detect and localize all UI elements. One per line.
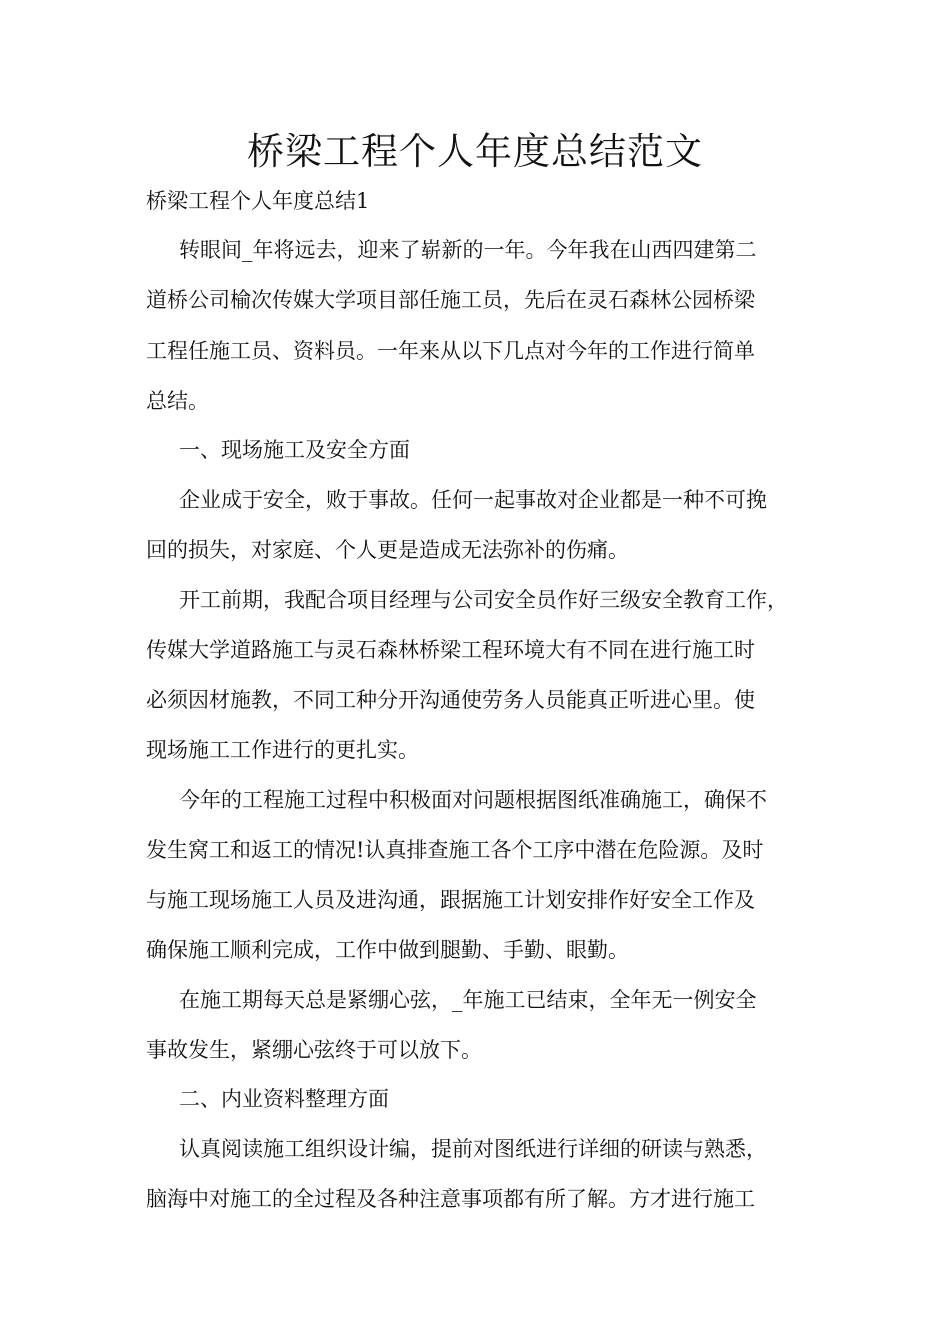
paragraph-line: 开工前期，我配合项目经理与公司安全员作好三级安全教育工作，: [179, 588, 788, 612]
paragraph-line: 传媒大学道路施工与灵石森林桥梁工程环境大有不同在进行施工时: [146, 638, 755, 662]
paragraph-line: 脑海中对施工的全过程及各种注意事项都有所了解。方才进行施工: [146, 1187, 755, 1211]
document-subtitle: 桥梁工程个人年度总结1: [146, 189, 370, 213]
paragraph-line: 在施工期每天总是紧绷心弦，_年施工已结束，全年无一例安全: [179, 988, 757, 1012]
paragraph-line: 事故发生，紧绷心弦终于可以放下。: [146, 1038, 482, 1062]
paragraph-line: 道桥公司榆次传媒大学项目部任施工员，先后在灵石森林公园桥梁: [146, 288, 755, 312]
document-title: 桥梁工程个人年度总结范文: [247, 130, 703, 173]
section-heading: 一、现场施工及安全方面: [179, 438, 410, 462]
paragraph-line: 认真阅读施工组织设计编，提前对图纸进行详细的研读与熟悉，: [179, 1137, 767, 1161]
paragraph-line: 转眼间_年将远去，迎来了崭新的一年。今年我在山西四建第二: [179, 238, 757, 262]
section-heading: 二、内业资料整理方面: [179, 1087, 389, 1111]
paragraph-line: 回的损失，对家庭、个人更是造成无法弥补的伤痛。: [146, 538, 629, 562]
paragraph-line: 确保施工顺利完成，工作中做到腿勤、手勤、眼勤。: [146, 938, 629, 962]
paragraph-line: 发生窝工和返工的情况!认真排查施工各个工序中潜在危险源。及时: [146, 838, 764, 862]
paragraph-line: 工程任施工员、资料员。一年来从以下几点对今年的工作进行简单: [146, 339, 755, 363]
paragraph-line: 总结。: [146, 389, 209, 413]
paragraph-line: 企业成于安全，败于事故。任何一起事故对企业都是一种不可挽: [179, 488, 767, 512]
paragraph-line: 与施工现场施工人员及进沟通，跟据施工计划安排作好安全工作及: [146, 888, 755, 912]
paragraph-line: 现场施工工作进行的更扎实。: [146, 738, 419, 762]
paragraph-line: 必须因材施教，不同工种分开沟通使劳务人员能真正听进心里。使: [146, 688, 755, 712]
paragraph-line: 今年的工程施工过程中积极面对问题根据图纸准确施工，确保不: [179, 788, 767, 812]
